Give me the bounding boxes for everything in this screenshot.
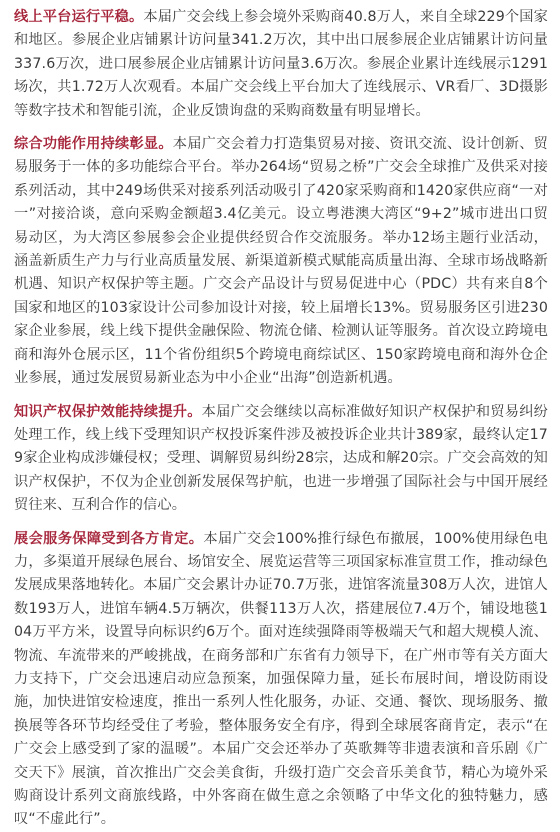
section-heading: 知识产权保护效能持续提升。	[14, 403, 202, 420]
section-body: 本届广交会继续以高标准做好知识产权保护和贸易纠纷处理工作，线上线下受理知识产权投诉案件涉及被投诉企业共计389家，最终认定179家企业构成涉嫌侵权；受理、调解贸易纠纷28宗，达成和解20宗。广交会高效的知识产权保护，不仅为企业创新发展保驾护航，也进一步增强了国际社会与中国开展经贸往来、互利合作的信心。	[14, 403, 548, 514]
section-body: 本届广交会着力打造集贸易对接、资讯交流、设计创新、贸易服务于一体的多功能综合平台。举办264场“贸易之桥”广交会全球推广及供采对接系列活动，其中249场供采对接系列活动吸引了420家采购商和1420家供应商“一对一”对接洽谈，意向采购金额超3.4亿美元。设立粤港澳大湾区“9+2”城市进出口贸易动区，为大湾区参展参会企业提供经贸合作交流服务。举办12场主题行业活动，涵盖新质生产力与行业高质量发展、新渠道新模式赋能高质量出海、全球市场战略新机遇、知识产权保护等主题。广交会产品设计与贸易促进中心（PDC）共有来自8个国家和地区的103家设计公司参加设计对接，较上届增长13%。贸易服务区引进230家企业参展，线上线下提供金融保险、物流仓储、检测认证等服务。首次设立跨境电商和海外仓展示区，11个省份组织5个跨境电商综试区、150家跨境电商和海外仓企业参展，通过发展贸易新业态为中小企业“出海”创造新机遇。	[14, 136, 549, 387]
section-heading: 线上平台运行平稳。	[14, 9, 144, 25]
section-online-platform	[14, 6, 548, 123]
section-ip-protection	[14, 401, 548, 518]
paragraph	[14, 6, 548, 123]
section-comprehensive-function	[14, 133, 548, 390]
section-body: 本届广交会100%推行绿色布撤展，100%使用绿色电力，多渠道开展绿色展台、场馆安全、展览运营等三项国家标准宣贯工作，推动绿色发展成果落地转化。本届广交会累计办证70.7万张，进馆客流量308万人次，进馆人数193万人，进馆车辆4.5万辆次，供餐113万人次，搭建展位7.4万个，铺设地毯104万平方米，设置导向标识约6万个。面对连续强降雨等极端天气和超大规模人流、物流、车流带来的严峻挑战，在商务部和广东省有力领导下，在广州市等有关方面大力支持下，广交会迅速启动应急预案，加强保障力量，延长布展时间，增设防雨设施，加快进馆安检速度，推出一系列人性化服务，办证、交通、餐饮、现场服务、撤换展等各环节均经受住了考验，整体服务安全有序，得到全球展客商肯定，表示“在广交会上感受到了家的温暖”。本届广交会还举办了英歌舞等非遗表演和音乐剧《广交天下》展演，首次推出广交会美食街，升级打造广交会音乐美食节，精心为境外采购商设计系列文商旅线路，中外客商在做生意之余领略了中华文化的独特魅力，感叹“不虚此行”。	[14, 530, 549, 828]
paragraph	[14, 401, 548, 518]
paragraph	[14, 528, 548, 832]
section-body: 本届广交会线上参会境外采购商40.8万人，来自全球229个国家和地区。参展企业店铺累计访问量341.2万次，其中出口展参展企业店铺累计访问量337.6万次，进口展参展企业店铺累计访问量3.6万次。参展企业累计连线展示1291场次，共1.72万人次观看。本届广交会线上平台加大了连线展示、VR看厂、3D摄影等数字技术和智能引流，企业反馈询盘的采购商数量有明显增长。	[14, 9, 548, 119]
section-heading: 展会服务保障受到各方肯定。	[14, 530, 204, 547]
section-service-guarantee	[14, 528, 548, 832]
paragraph	[14, 133, 548, 390]
section-heading: 综合功能作用持续彰显。	[14, 136, 173, 153]
